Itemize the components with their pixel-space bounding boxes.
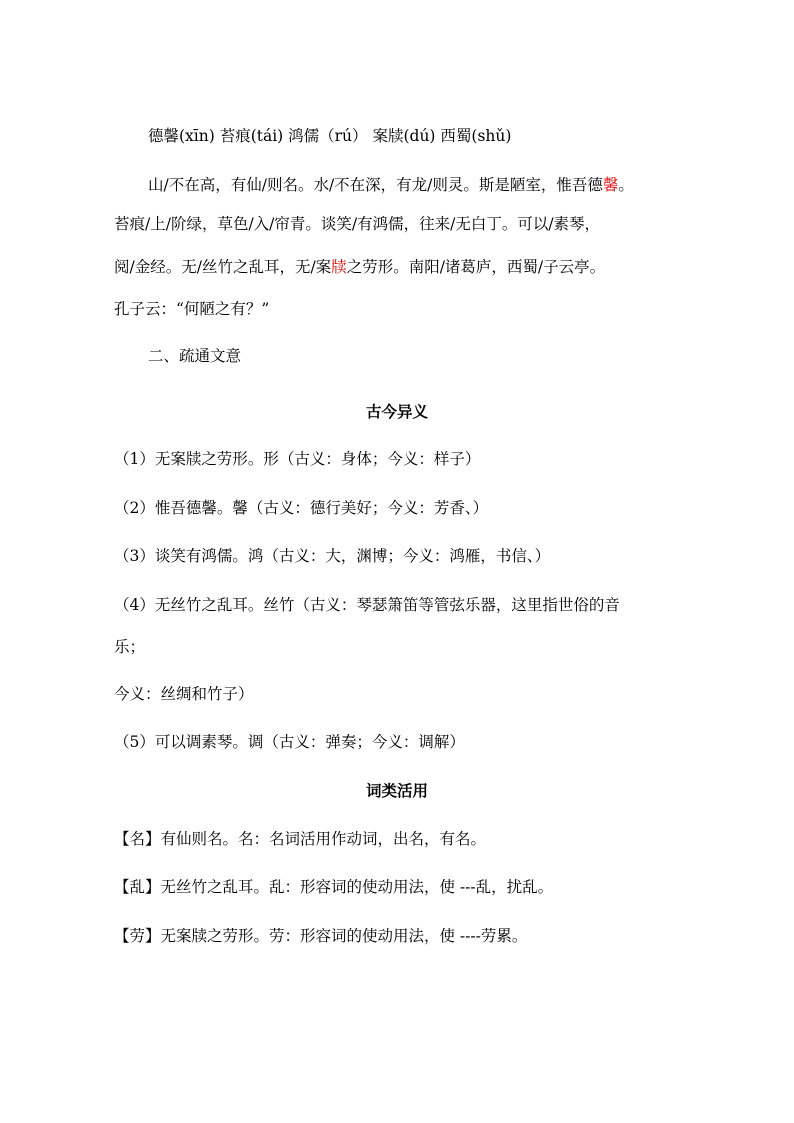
passage-line-3-end: 之劳形。南阳/诸葛庐，西蜀/子云亭。 (346, 258, 606, 276)
word-usage-title: 词类活用 (365, 781, 428, 800)
ancient-modern-item-3: （3）谈笑有鸿儒。鸿（古义：大，渊博；今义：鸿雁，书信、） (114, 547, 551, 565)
word-usage-item-2: 【乱】无丝竹之乱耳。乱：形容词的使动用法，使 ---乱，扰乱。 (114, 878, 554, 896)
passage-line-1-end: 。 (618, 176, 634, 194)
highlighted-char-du: 牍 (331, 258, 347, 276)
passage-line-1-text: 山/不在高，有仙/则名。水/不在深，有龙/则灵。斯是陋室，惟吾德 (148, 176, 603, 194)
section-heading: 二、疏通文意 (148, 347, 242, 365)
ancient-modern-item-5: （5）可以调素琴。调（古义：弹奏；今义：调解） (114, 733, 465, 751)
passage-line-2: 苔痕/上/阶绿，草色/入/帘青。谈笑/有鸿儒，往来/无白丁。可以/素琴， (114, 215, 601, 233)
passage-line-1 (148, 175, 634, 195)
ancient-modern-item-4-cont: 乐； (114, 638, 146, 656)
ancient-modern-item-4-modern: 今义：丝绸和竹子） (114, 685, 254, 703)
passage-line-3-text: 阅/金经。无/丝竹之乱耳，无/案 (114, 258, 332, 276)
word-usage-item-3: 【劳】无案牍之劳形。劳：形容词的使动用法，使 ----劳累。 (114, 927, 528, 945)
passage-line-4: 孔子云：“何陋之有？” (114, 300, 270, 318)
pronunciation-line: 德馨(xīn) 苔痕(tái) 鸿儒（rú） 案牍(dú) 西蜀(shǔ) (148, 127, 512, 145)
word-usage-item-1: 【名】有仙则名。名：名词活用作动词，出名，有名。 (114, 830, 487, 848)
passage-line-3 (114, 257, 605, 277)
ancient-modern-title: 古今异义 (365, 402, 428, 421)
ancient-modern-item-4: （4）无丝竹之乱耳。丝竹（古义：琴瑟箫笛等管弦乐器，这里指世俗的音 (114, 596, 620, 614)
ancient-modern-item-1: （1）无案牍之劳形。形（古义：身体；今义：样子） (114, 450, 481, 468)
highlighted-char-xin: 馨 (602, 176, 619, 194)
ancient-modern-item-2: （2）惟吾德馨。馨（古义：德行美好；今义：芳香、） (114, 499, 489, 517)
